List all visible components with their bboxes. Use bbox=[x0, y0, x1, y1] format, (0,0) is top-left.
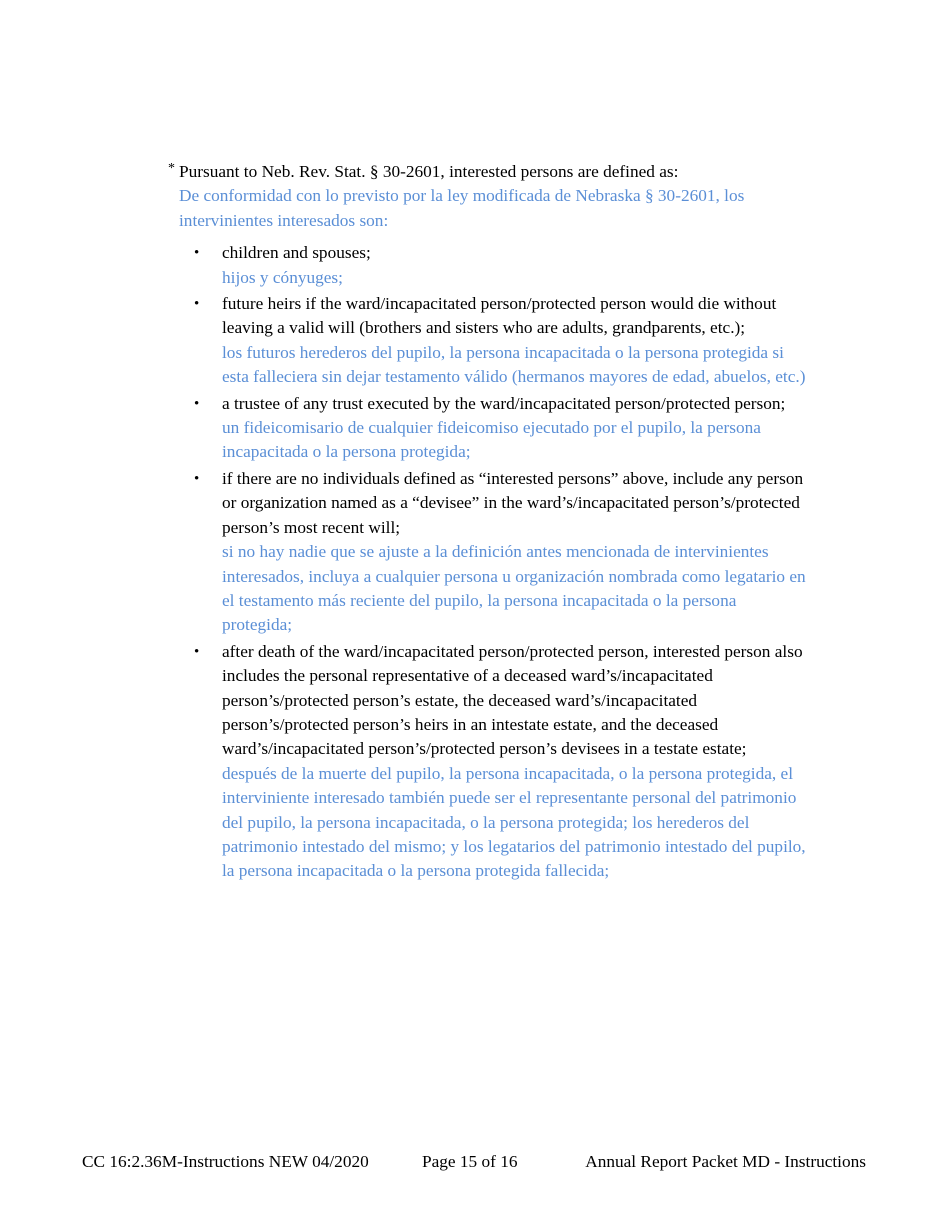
item-text-es: después de la muerte del pupilo, la persona incapacitada, o la persona protegida, el interviniente interesado también puede ser el representante personal del patrimonio del pupilo, la persona incapacitada, o la persona protegida; los herederos del patrimonio intestado del mismo; y los legatarios del patrimonio intestado del pupilo, la persona incapacitada o la persona protegida fallecida; bbox=[222, 763, 806, 881]
list-item bbox=[168, 292, 808, 390]
bullet-icon: • bbox=[194, 643, 200, 660]
list-item bbox=[168, 467, 808, 638]
footnote-marker: * bbox=[168, 161, 175, 176]
item-text-es: un fideicomisario de cualquier fideicomiso ejecutado por el pupilo, la persona incapacitada o la persona protegida; bbox=[222, 418, 761, 462]
footnote-text-en: Pursuant to Neb. Rev. Stat. § 30-2601, interested persons are defined as: bbox=[179, 162, 679, 181]
item-text-es: hijos y cónyuges; bbox=[222, 267, 343, 287]
footer-page-number: Page 15 of 16 bbox=[422, 1152, 518, 1171]
list-item bbox=[168, 640, 808, 884]
bullet-icon: • bbox=[194, 395, 200, 412]
item-text-en: if there are no individuals defined as “interested persons” above, include any person or organization named as a “devisee” in the ward’s/incapacitated person’s/protected person’s most recent will; bbox=[222, 468, 804, 537]
footer-title: Annual Report Packet MD - Instructions bbox=[585, 1152, 866, 1171]
item-text-en: future heirs if the ward/incapacitated person/protected person would die without leaving a valid will (brothers and sisters who are adults, grandparents, etc.); bbox=[222, 294, 777, 338]
footnote-text-es: De conformidad con lo previsto por la ley modificada de Nebraska § 30-2601, los intervinientes interesados son: bbox=[179, 186, 745, 230]
footnote-intro bbox=[168, 160, 808, 233]
interested-persons-list bbox=[168, 241, 808, 884]
item-text-es: si no hay nadie que se ajuste a la definición antes mencionada de intervinientes interesados, incluya a cualquier persona u organización nombrada como legatario en el testamento más reciente del pupilo, la persona incapacitada o la persona protegida; bbox=[222, 542, 806, 635]
list-item bbox=[168, 392, 808, 465]
bullet-icon: • bbox=[194, 296, 200, 313]
document-body bbox=[168, 160, 808, 886]
item-text-en: a trustee of any trust executed by the ward/incapacitated person/protected person; bbox=[222, 393, 786, 413]
item-text-en: after death of the ward/incapacitated person/protected person, interested person also includes the personal representative of a deceased ward’s/incapacitated person’s/protected person’s estate, the deceased ward’s/incapacitated person’s/protected person’s heirs in an intestate estate, and the deceased ward’s/incapacitated person’s/protected person’s devisees in a testate estate; bbox=[222, 641, 803, 759]
bullet-icon: • bbox=[194, 470, 200, 487]
item-text-en: children and spouses; bbox=[222, 243, 371, 263]
item-text-es: los futuros herederos del pupilo, la persona incapacitada o la persona protegida si esta falleciera sin dejar testamento válido (hermanos mayores de edad, abuelos, etc.) bbox=[222, 342, 806, 387]
list-item bbox=[168, 241, 808, 290]
footer-form-id: CC 16:2.36M-Instructions NEW 04/2020 bbox=[82, 1152, 369, 1171]
bullet-icon: • bbox=[194, 245, 200, 262]
